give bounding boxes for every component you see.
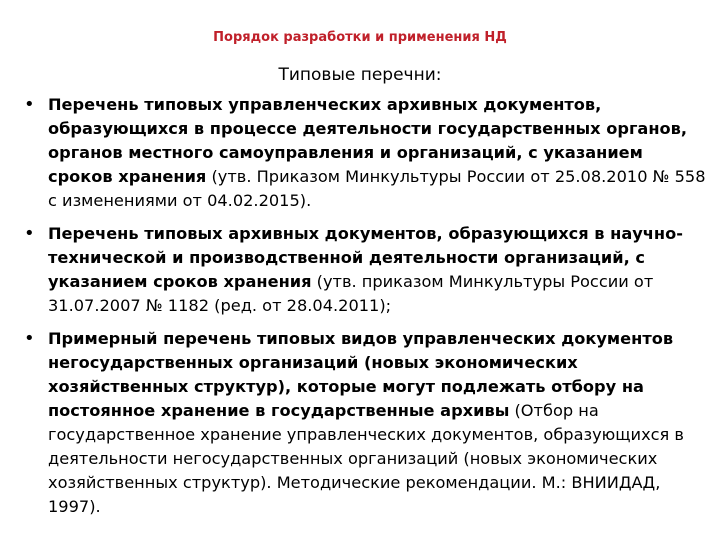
- bullet-list: [22, 93, 712, 528]
- list-item: [22, 222, 712, 318]
- bullet-icon: •: [24, 328, 35, 349]
- item-normal-text: (Отбор на государственное хранение управленческих документов, образующихся в деятельности негосударственных организаций (новых экономических хозяйственных структур). Методические рекомендации. М.: ВНИИДАД, 1997).: [48, 401, 684, 516]
- item-normal-text: (утв. Приказом Минкультуры России от 25.08.2010 № 558 с изменениями от 04.02.2015).: [48, 167, 706, 210]
- item-bold-text: Примерный перечень типовых видов управленческих документов негосударственных организаций (новых экономических хозяйственных структур), которые могут подлежать отбору на постоянное хранение в государственные архивы: [48, 329, 674, 420]
- item-normal-text: (утв. приказом Минкультуры России от 31.07.2007 № 1182 (ред. от 28.04.2011);: [48, 272, 654, 315]
- bullet-icon: •: [24, 94, 35, 115]
- slide-subtitle: Типовые перечни:: [278, 65, 442, 85]
- list-item: [22, 327, 712, 519]
- bullet-icon: •: [24, 223, 35, 244]
- slide-title: Порядок разработки и применения НД: [213, 30, 507, 45]
- item-bold-text: Перечень типовых управленческих архивных документов, образующихся в процессе деятельности государственных органов, органов местного самоуправления и организаций, с указанием сроков хранения: [48, 95, 688, 186]
- list-item: [22, 93, 712, 213]
- item-bold-text: Перечень типовых архивных документов, образующихся в научно-технической и производственной деятельности организаций, с указанием сроков хранения: [48, 224, 683, 291]
